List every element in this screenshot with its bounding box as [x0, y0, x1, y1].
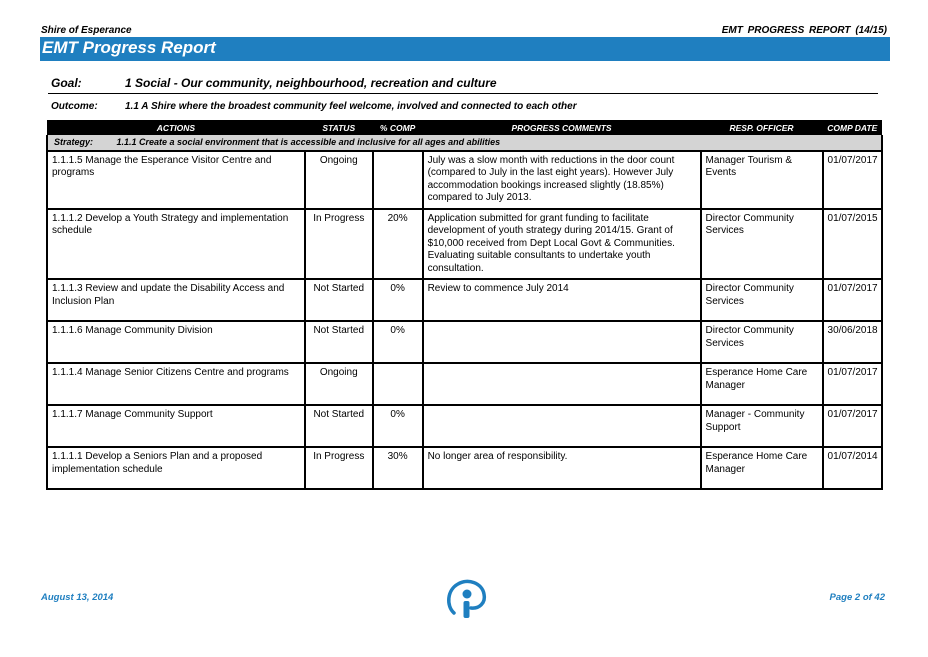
comp-date-cell: 01/07/2017: [823, 279, 882, 321]
action-cell: 1.1.1.2 Develop a Youth Strategy and implementation schedule: [47, 209, 305, 280]
status-cell: Ongoing: [305, 363, 373, 405]
table-row: [47, 209, 882, 280]
resp-officer-cell: Esperance Home Care Manager: [701, 447, 823, 489]
pct-complete-cell: 30%: [373, 447, 423, 489]
status-cell: Ongoing: [305, 151, 373, 209]
progress-comment-cell: Application submitted for grant funding to facilitate development of youth strategy during 2014/15. Grant of $10,000 received from Dept Local Govt & Communities. Evaluating suitable consultants to undertake youth consultation.: [423, 209, 701, 280]
status-cell: Not Started: [305, 321, 373, 363]
page-title: EMT Progress Report: [42, 38, 216, 57]
strategy-label: Strategy:: [54, 137, 94, 147]
goal-label: Goal:: [51, 76, 82, 90]
comp-date-cell: 01/07/2017: [823, 151, 882, 209]
progress-table: [46, 120, 883, 490]
footer-date: August 13, 2014: [41, 592, 114, 603]
pct-complete-cell: 0%: [373, 405, 423, 447]
col-pct-complete: % COMP: [373, 120, 423, 135]
resp-officer-cell: Director Community Services: [701, 279, 823, 321]
goal-divider: [48, 93, 878, 94]
report-header: [722, 25, 887, 36]
pct-complete-cell: 0%: [373, 279, 423, 321]
table-header-row: [47, 120, 882, 135]
col-status: STATUS: [305, 120, 373, 135]
resp-officer-cell: Esperance Home Care Manager: [701, 363, 823, 405]
table-row: [47, 321, 882, 363]
table-row: [47, 363, 882, 405]
comp-date-cell: 01/07/2017: [823, 363, 882, 405]
shire-info-logo-icon: [444, 578, 488, 620]
comp-date-cell: 01/07/2017: [823, 405, 882, 447]
action-cell: 1.1.1.1 Develop a Seniors Plan and a proposed implementation schedule: [47, 447, 305, 489]
resp-officer-cell: Director Community Services: [701, 321, 823, 363]
pct-complete-cell: 20%: [373, 209, 423, 280]
table-row: [47, 405, 882, 447]
table-row: [47, 447, 882, 489]
outcome-label: Outcome:: [51, 101, 98, 112]
comp-date-cell: 01/07/2015: [823, 209, 882, 280]
action-cell: 1.1.1.7 Manage Community Support: [47, 405, 305, 447]
comp-date-cell: 01/07/2014: [823, 447, 882, 489]
pct-complete-cell: [373, 151, 423, 209]
title-bar: [40, 37, 890, 61]
pct-complete-cell: 0%: [373, 321, 423, 363]
status-cell: In Progress: [305, 447, 373, 489]
action-cell: 1.1.1.5 Manage the Esperance Visitor Centre and programs: [47, 151, 305, 209]
action-cell: 1.1.1.3 Review and update the Disability Access and Inclusion Plan: [47, 279, 305, 321]
action-cell: 1.1.1.4 Manage Senior Citizens Centre and programs: [47, 363, 305, 405]
progress-comment-cell: [423, 405, 701, 447]
col-resp-officer: RESP. OFFICER: [701, 120, 823, 135]
resp-officer-cell: Manager - Community Support: [701, 405, 823, 447]
progress-comment-cell: July was a slow month with reductions in the door count (compared to July in the last eight years). However July accommodation bookings increased slightly (18.85%) compared to July 2013.: [423, 151, 701, 209]
col-comp-date: COMP DATE: [823, 120, 882, 135]
status-cell: Not Started: [305, 279, 373, 321]
table-row: [47, 279, 882, 321]
strategy-row: [47, 135, 882, 151]
col-progress-comments: PROGRESS COMMENTS: [423, 120, 701, 135]
progress-comment-cell: Review to commence July 2014: [423, 279, 701, 321]
progress-comment-cell: [423, 363, 701, 405]
action-cell: 1.1.1.6 Manage Community Division: [47, 321, 305, 363]
pct-complete-cell: [373, 363, 423, 405]
organisation-name: Shire of Esperance: [41, 25, 132, 36]
col-actions: ACTIONS: [47, 120, 305, 135]
resp-officer-cell: Director Community Services: [701, 209, 823, 280]
outcome-value: 1.1 A Shire where the broadest community feel welcome, involved and connected to each other: [125, 101, 577, 112]
resp-officer-cell: Manager Tourism & Events: [701, 151, 823, 209]
strategy-value: 1.1.1 Create a social environment that is accessible and inclusive for all ages and abilities: [116, 137, 501, 147]
progress-comment-cell: [423, 321, 701, 363]
progress-comment-cell: No longer area of responsibility.: [423, 447, 701, 489]
status-cell: In Progress: [305, 209, 373, 280]
goal-value: 1 Social - Our community, neighbourhood, recreation and culture: [125, 76, 497, 90]
footer-page-number: Page 2 of 42: [829, 592, 885, 603]
report-label: EMT PROGRESS REPORT: [721, 25, 851, 36]
report-pages: (14/15): [855, 25, 887, 36]
table-row: [47, 151, 882, 209]
comp-date-cell: 30/06/2018: [823, 321, 882, 363]
status-cell: Not Started: [305, 405, 373, 447]
